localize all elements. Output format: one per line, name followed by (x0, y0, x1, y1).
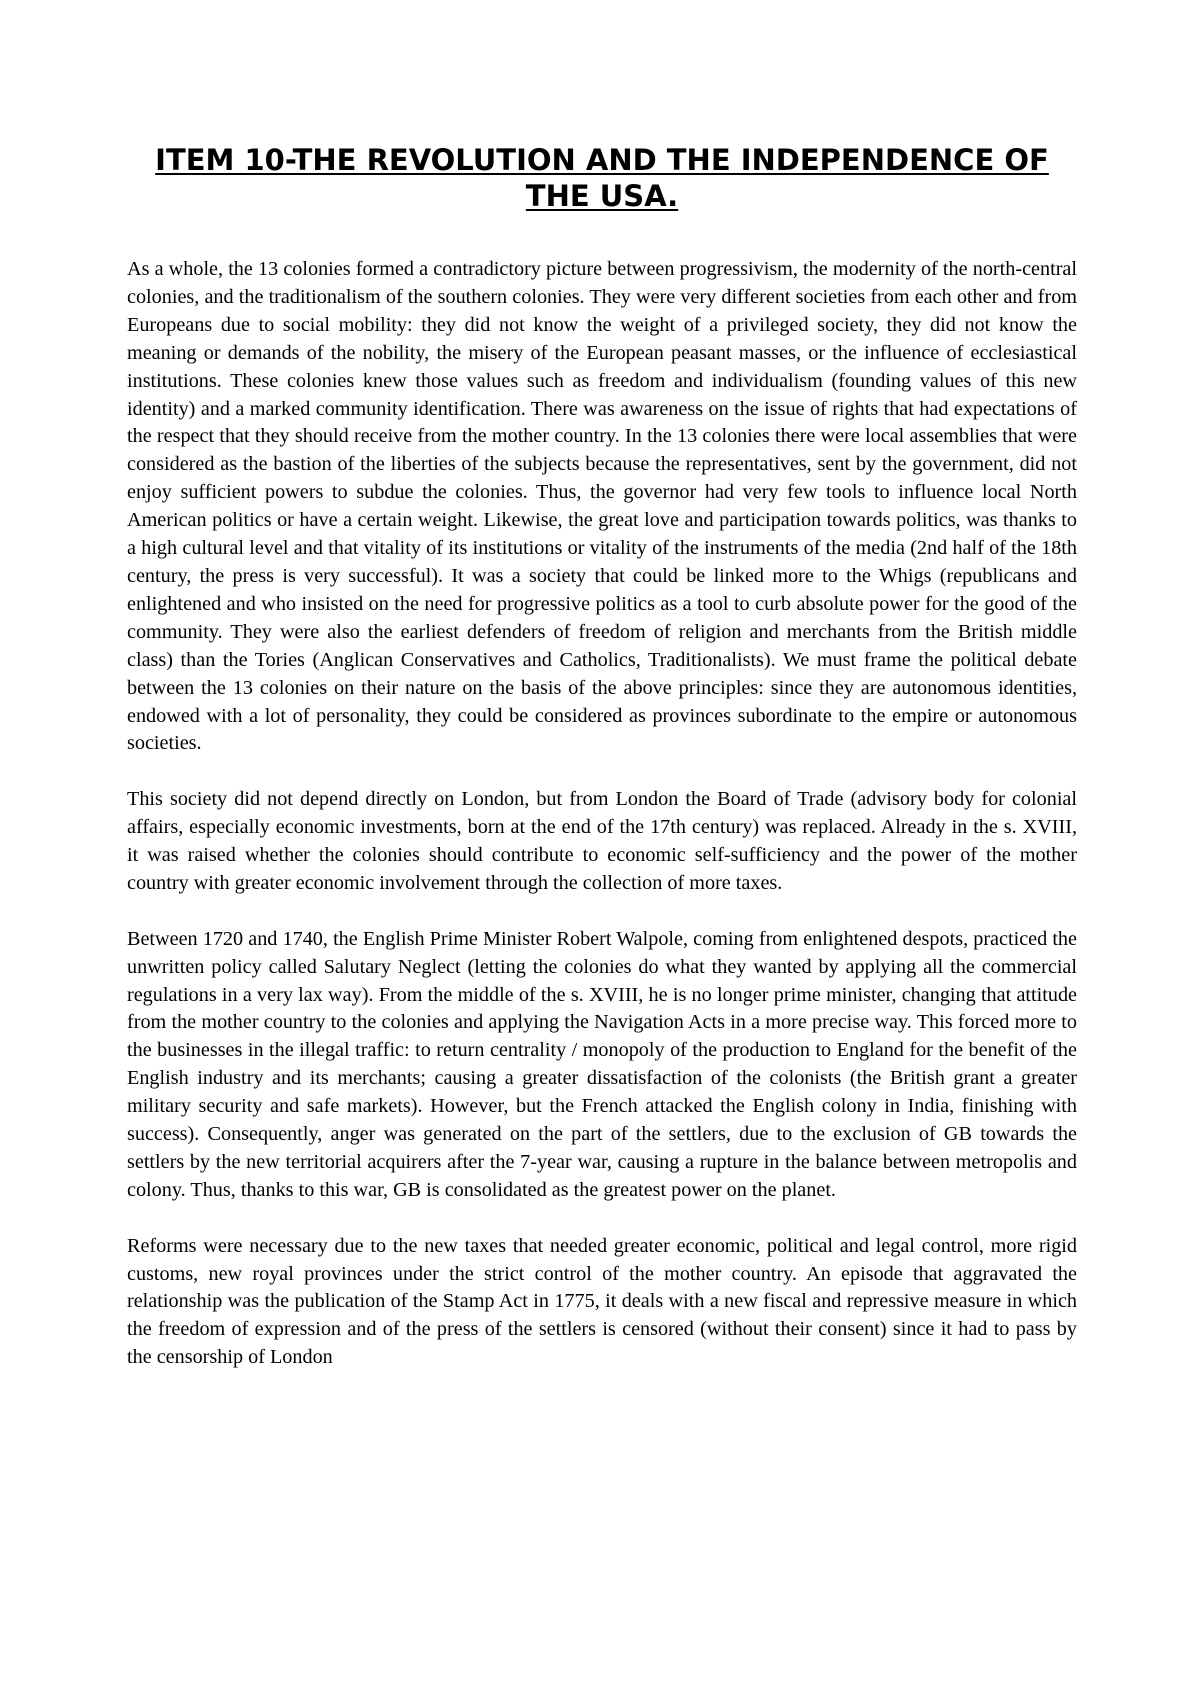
paragraph-2: This society did not depend directly on London, but from London the Board of Trade (advisory body for colonial affairs, especially economic investments, born at the end of the 17th century) was replaced. Already in the s. XVIII, it was raised whether the colonies should contribute to economic self-sufficiency and the power of the mother country with greater economic involvement through the collection of more taxes. (127, 788, 1077, 894)
document-title: ITEM 10-THE REVOLUTION AND THE INDEPENDENCE OF THE USA. (155, 143, 1049, 213)
paragraph-1: As a whole, the 13 colonies formed a contradictory picture between progressivism, the modernity of the north-central colonies, and the traditionalism of the southern colonies. They were very different societies from each other and from Europeans due to social mobility: they did not know the weight of a privileged society, they did not know the meaning or demands of the nobility, the misery of the European peasant masses, or the influence of ecclesiastical institutions. These colonies knew those values such as freedom and individualism (founding values of this new identity) and a marked community identification. There was awareness on the issue of rights that had expectations of the respect that they should receive from the mother country. In the 13 colonies there were local assemblies that were considered as the bastion of the liberties of the subjects because the representatives, sent by the government, did not enjoy sufficient powers to subdue the colonies. Thus, the governor had very few tools to influence local North American politics or have a certain weight. Likewise, the great love and participation towards politics, was thanks to a high cultural level and that vitality of its institutions or vitality of the instruments of the media (2nd half of the 18th century, the press is very successful). It was a society that could be linked more to the Whigs (republicans and enlightened and who insisted on the need for progressive politics as a tool to curb absolute power for the good of the community. They were also the earliest defenders of freedom of religion and merchants from the British middle class) than the Tories (Anglican Conservatives and Catholics, Traditionalists). We must frame the political debate between the 13 colonies on their nature on the basis of the above principles: since they are autonomous identities, endowed with a lot of personality, they could be considered as provinces subordinate to the empire or autonomous societies. (127, 258, 1077, 755)
paragraph-3: Between 1720 and 1740, the English Prime Minister Robert Walpole, coming from enlightened despots, practiced the unwritten policy called Salutary Neglect (letting the colonies do what they wanted by applying all the commercial regulations in a very lax way). From the middle of the s. XVIII, he is no longer prime minister, changing that attitude from the mother country to the colonies and applying the Navigation Acts in a more precise way. This forced more to the businesses in the illegal traffic: to return centrality / monopoly of the production to England for the benefit of the English industry and its merchants; causing a greater dissatisfaction of the colonists (the British grant a greater military security and safe markets). However, but the French attacked the English colony in India, finishing with success). Consequently, anger was generated on the part of the settlers, due to the exclusion of GB towards the settlers by the new territorial acquirers after the 7-year war, causing a rupture in the balance between metropolis and colony. Thus, thanks to this war, GB is consolidated as the greatest power on the planet. (127, 927, 1077, 1201)
paragraph-4: Reforms were necessary due to the new taxes that needed greater economic, political and legal control, more rigid customs, new royal provinces under the strict control of the mother country. An episode that aggravated the relationship was the publication of the Stamp Act in 1775, it deals with a new fiscal and repressive measure in which the freedom of expression and of the press of the settlers is censored (without their consent) since it had to pass by the censorship of London (127, 1234, 1077, 1369)
